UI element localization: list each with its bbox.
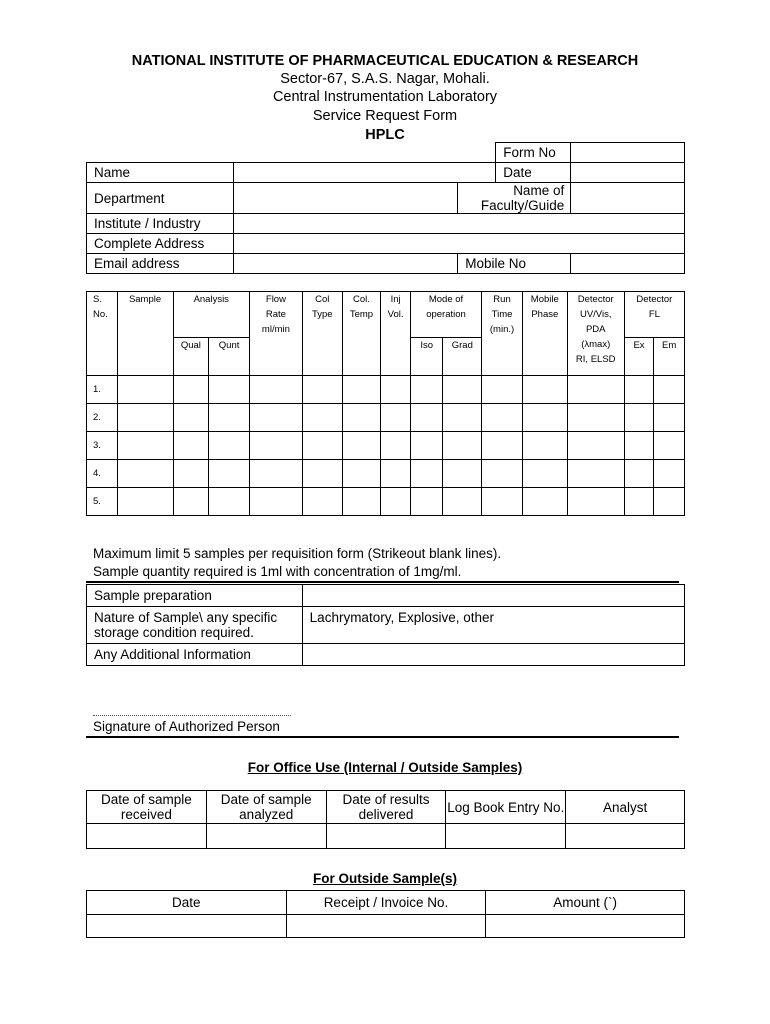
sample-cell[interactable]	[482, 488, 523, 516]
sample-cell[interactable]	[302, 404, 342, 432]
col-iso: Iso	[410, 338, 443, 376]
sample-cell[interactable]	[381, 460, 411, 488]
date-label: Date	[496, 163, 571, 183]
faculty-label: Name of Faculty/Guide	[458, 183, 571, 214]
sample-cell[interactable]	[249, 432, 302, 460]
sample-cell[interactable]	[173, 404, 209, 432]
table-row	[87, 432, 685, 460]
sample-table	[86, 291, 685, 516]
sample-cell[interactable]	[342, 488, 381, 516]
sample-cell[interactable]	[117, 488, 173, 516]
lab-name: Central Instrumentation Laboratory	[272, 89, 498, 105]
sample-cell[interactable]	[381, 376, 411, 404]
col-inj-vol: Inj Vol.	[381, 292, 411, 376]
sample-cell[interactable]	[117, 460, 173, 488]
divider	[86, 581, 679, 583]
sample-cell[interactable]	[567, 460, 624, 488]
outside-col-receipt: Receipt / Invoice No.	[286, 891, 486, 915]
sample-cell[interactable]	[410, 404, 443, 432]
sample-cell[interactable]	[173, 432, 209, 460]
outside-samples-title: For Outside Sample(s)	[312, 871, 458, 886]
office-logbook-field[interactable]	[446, 824, 566, 849]
sample-cell[interactable]	[522, 404, 567, 432]
outside-samples-table	[86, 890, 685, 938]
sample-cell[interactable]	[209, 404, 250, 432]
sample-cell[interactable]	[209, 376, 250, 404]
sample-cell[interactable]	[522, 460, 567, 488]
col-ex: Ex	[624, 338, 654, 376]
col-col-type: Col Type	[302, 292, 342, 376]
sample-cell[interactable]	[482, 432, 523, 460]
row-number: 3.	[87, 432, 118, 460]
sample-cell[interactable]	[522, 488, 567, 516]
email-label: Email address	[87, 254, 234, 274]
form-title: Service Request Form	[312, 108, 458, 124]
col-em: Em	[654, 338, 685, 376]
sample-cell[interactable]	[443, 432, 482, 460]
sample-cell[interactable]	[522, 432, 567, 460]
office-col-analyst: Analyst	[566, 791, 685, 824]
instrument-title: HPLC	[365, 127, 405, 143]
col-mode: Mode of operation	[410, 292, 481, 338]
sample-cell[interactable]	[117, 432, 173, 460]
outside-date-field[interactable]	[87, 915, 287, 938]
form-no-field[interactable]	[571, 143, 685, 163]
sample-cell[interactable]	[342, 460, 381, 488]
sample-cell[interactable]	[381, 404, 411, 432]
sample-cell[interactable]	[654, 488, 685, 516]
table-row	[87, 460, 685, 488]
sample-cell[interactable]	[173, 460, 209, 488]
sample-cell[interactable]	[381, 432, 411, 460]
col-mobile-phase: Mobile Phase	[522, 292, 567, 376]
sample-cell[interactable]	[302, 460, 342, 488]
sample-cell[interactable]	[342, 404, 381, 432]
nature-label: Nature of Sample\ any specific storage condition required.	[87, 607, 303, 644]
nature-field[interactable]: Lachrymatory, Explosive, other	[302, 607, 684, 644]
sample-cell[interactable]	[117, 376, 173, 404]
sample-cell[interactable]	[249, 488, 302, 516]
quantity-note: Sample quantity required is 1ml with concentration of 1mg/ml.	[93, 564, 462, 579]
sample-cell[interactable]	[654, 376, 685, 404]
sample-cell[interactable]	[654, 404, 685, 432]
sample-cell[interactable]	[342, 432, 381, 460]
name-label: Name	[87, 163, 234, 183]
outside-col-date: Date	[87, 891, 287, 915]
office-analyzed-field[interactable]	[206, 824, 326, 849]
address-field[interactable]	[233, 234, 684, 254]
office-col-delivered: Date of results delivered	[326, 791, 446, 824]
sample-cell[interactable]	[567, 488, 624, 516]
outside-col-amount: Amount (`)	[486, 891, 685, 915]
table-row	[87, 376, 685, 404]
col-detector-fl: Detector FL	[624, 292, 684, 338]
col-grad: Grad	[443, 338, 482, 376]
sample-cell[interactable]	[482, 460, 523, 488]
col-col-temp: Col. Temp	[342, 292, 381, 376]
sample-cell[interactable]	[249, 376, 302, 404]
sample-cell[interactable]	[410, 432, 443, 460]
office-col-received: Date of sample received	[87, 791, 207, 824]
col-s-no: S. No.	[87, 292, 118, 376]
col-qual: Qual	[173, 338, 209, 376]
divider	[86, 736, 679, 738]
office-received-field[interactable]	[87, 824, 207, 849]
sample-cell[interactable]	[173, 376, 209, 404]
sample-prep-field[interactable]	[302, 585, 684, 607]
sample-cell[interactable]	[654, 460, 685, 488]
col-detector: Detector UV/Vis, PDA (λmax) RI, ELSD	[567, 292, 624, 376]
sample-cell[interactable]	[624, 376, 654, 404]
institute-address: Sector-67, S.A.S. Nagar, Mohali.	[280, 71, 490, 87]
applicant-info-table	[86, 142, 685, 274]
address-label: Complete Address	[87, 234, 234, 254]
sample-cell[interactable]	[209, 432, 250, 460]
additional-info-label: Any Additional Information	[87, 644, 303, 666]
office-use-table	[86, 790, 685, 849]
office-analyst-field[interactable]	[566, 824, 685, 849]
sample-cell[interactable]	[654, 432, 685, 460]
row-number: 4.	[87, 460, 118, 488]
signature-label: Signature of Authorized Person	[93, 719, 280, 734]
sample-cell[interactable]	[567, 376, 624, 404]
sample-cell[interactable]	[249, 460, 302, 488]
additional-info-field[interactable]	[302, 644, 684, 666]
institute-field[interactable]	[233, 214, 684, 234]
sample-cell[interactable]	[302, 432, 342, 460]
sample-cell[interactable]	[624, 432, 654, 460]
col-qunt: Qunt	[209, 338, 250, 376]
sample-cell[interactable]	[624, 404, 654, 432]
sample-cell[interactable]	[302, 488, 342, 516]
name-field[interactable]	[233, 163, 495, 183]
office-col-analyzed: Date of sample analyzed	[206, 791, 326, 824]
office-use-title: For Office Use (Internal / Outside Samples)	[247, 760, 523, 775]
outside-receipt-field[interactable]	[286, 915, 486, 938]
sample-cell[interactable]	[117, 404, 173, 432]
sample-cell[interactable]	[209, 460, 250, 488]
institute-label: Institute / Industry	[87, 214, 234, 234]
sample-prep-label: Sample preparation	[87, 585, 303, 607]
col-run-time: Run Time (min.)	[482, 292, 523, 376]
outside-amount-field[interactable]	[486, 915, 685, 938]
mobile-field[interactable]	[571, 254, 685, 274]
preparation-table	[86, 584, 685, 666]
email-field[interactable]	[233, 254, 457, 274]
row-number: 1.	[87, 376, 118, 404]
sample-cell[interactable]	[209, 488, 250, 516]
sample-cell[interactable]	[624, 460, 654, 488]
sample-cell[interactable]	[482, 404, 523, 432]
signature-line[interactable]	[93, 715, 291, 716]
sample-cell[interactable]	[443, 376, 482, 404]
sample-cell[interactable]	[302, 376, 342, 404]
sample-cell[interactable]	[522, 376, 567, 404]
col-analysis: Analysis	[173, 292, 249, 338]
limit-note: Maximum limit 5 samples per requisition form (Strikeout blank lines).	[93, 546, 502, 561]
faculty-field[interactable]	[571, 183, 685, 214]
sample-cell[interactable]	[410, 376, 443, 404]
sample-cell[interactable]	[173, 488, 209, 516]
date-field[interactable]	[571, 163, 685, 183]
sample-cell[interactable]	[443, 404, 482, 432]
table-row	[87, 404, 685, 432]
mobile-label: Mobile No	[458, 254, 571, 274]
institute-title: NATIONAL INSTITUTE OF PHARMACEUTICAL EDUCATION & RESEARCH	[131, 53, 639, 69]
col-flow-rate: Flow Rate ml/min	[249, 292, 302, 376]
department-field[interactable]	[233, 183, 457, 214]
sample-cell[interactable]	[410, 460, 443, 488]
department-label: Department	[87, 183, 234, 214]
sample-cell[interactable]	[342, 376, 381, 404]
col-sample: Sample	[117, 292, 173, 376]
sample-cell[interactable]	[249, 404, 302, 432]
sample-cell[interactable]	[567, 404, 624, 432]
sample-cell[interactable]	[410, 488, 443, 516]
row-number: 2.	[87, 404, 118, 432]
sample-cell[interactable]	[443, 460, 482, 488]
office-delivered-field[interactable]	[326, 824, 446, 849]
sample-cell[interactable]	[567, 432, 624, 460]
form-no-label: Form No	[496, 143, 571, 163]
sample-cell[interactable]	[482, 376, 523, 404]
row-number: 5.	[87, 488, 118, 516]
sample-cell[interactable]	[381, 488, 411, 516]
sample-cell[interactable]	[443, 488, 482, 516]
office-col-logbook: Log Book Entry No.	[446, 791, 566, 824]
table-row	[87, 488, 685, 516]
sample-cell[interactable]	[624, 488, 654, 516]
